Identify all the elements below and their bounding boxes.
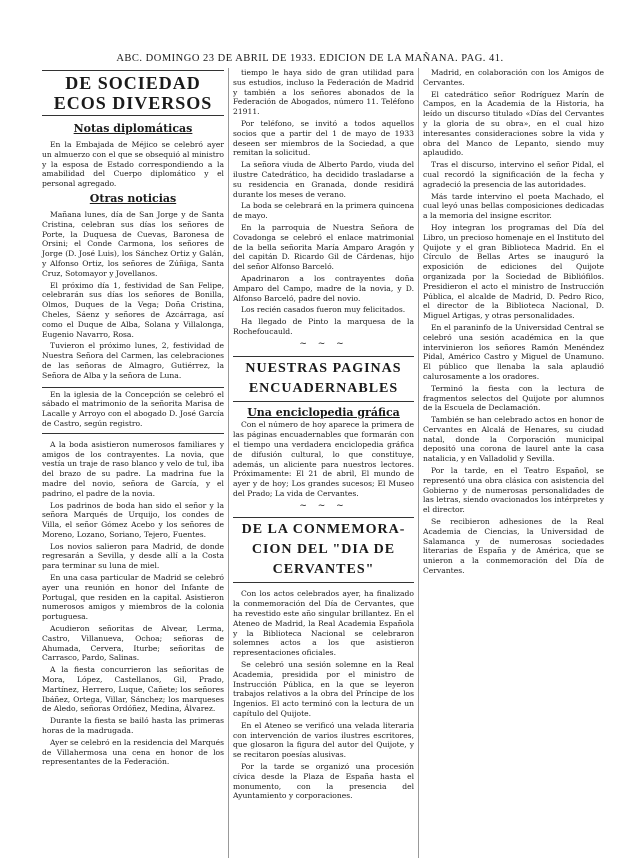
- ornament-divider: ~ ~ ~: [299, 338, 348, 349]
- boxed-note: [42, 387, 224, 434]
- paragraph: tiempo le haya sido de gran utilidad para sus estudios, incluso la Federación de Madrid y también a los señores abonados de la Federación de Abogados, número 11. Teléfono 21911.: [233, 68, 414, 117]
- heading-enciclopedia: Una enciclopedia gráfica: [247, 405, 400, 419]
- paragraph: Hoy integran los programas del Día del Libro, un precioso homenaje en el Instituto del Quijote y el gran Biblioteca Madrid. En el Círculo de Bellas Artes se inauguró la exposición de ediciones del Quijote organizada por la Sociedad de Bibliófilos. Presidieron el acto el ministro de Instrucción Pública, el alcalde de Madrid, D. Pedro Rico, el director de la Biblioteca Nacional, D. Miguel Artigas, y otras personalidades.: [423, 222, 604, 321]
- paragraph: Durante la fiesta se bailó hasta las primeras horas de la madrugada.: [42, 716, 224, 736]
- column-3: [418, 68, 608, 858]
- paragraph: Con el número de hoy aparece la primera de las páginas encuadernables que formarán con el tiempo una verdadera enciclopedia gráfica de difusión cultural, lo que constituye, además, un aliciente para nuestros lectores. Próximamente: El 21 de abril, El mundo de ayer y de hoy; Los grandes sucesos; El Museo del Prado; La vida de Cervantes.: [233, 420, 414, 498]
- paragraph: Por teléfono, se invitó a todos aquellos socios que a partir del 1 de mayo de 1933 deseen ser miembros de la Sociedad, a que remitan la solicitud.: [233, 118, 414, 158]
- paragraph: El catedrático señor Rodríguez Marín de Campos, en la Academia de la Historia, ha leído un discurso titulado «Días del Cervantes y la gloria de su obra», en el cual hizo interesantes consideraciones sobre la vida y obra del Manco de Lepanto, siendo muy aplaudido.: [423, 89, 604, 158]
- paragraph: Los recién casados fueron muy felicitados.: [241, 305, 406, 315]
- ornament-divider: ~ ~ ~: [299, 500, 348, 511]
- heading-otras-noticias: Otras noticias: [89, 191, 177, 205]
- paragraph: Tuvieron el próximo lunes, 2, festividad de Nuestra Señora del Carmen, las celebraciones de las señoras de Almagro, Gutiérrez, la Señora de Alba y la señora de Luna.: [42, 341, 224, 380]
- paragraph: Más tarde intervino el poeta Machado, el cual leyó unas bellas composiciones dedicadas a la memoria del insigne escritor.: [423, 191, 604, 221]
- section-title-encuadernables: ENCUADERNABLES: [248, 380, 399, 396]
- paragraph: Se celebró una sesión solemne en la Real Academia, presidida por el ministro de Instrucción Pública, en la que se leyeron trabajos relativos a la obra del Príncipe de los Ingenios. El acto terminó con la lectura de un capítulo del Quijote.: [233, 660, 414, 719]
- paragraph: En la parroquia de Nuestra Señora de Covadonga se celebró el enlace matrimonial de la bella señorita María Amparo Aragón y del capitán D. Ricardo Gil de Cárdenas, hijo del señor Alfonso Barceló.: [233, 222, 414, 272]
- paragraph: Terminó la fiesta con la lectura de fragmentos selectos del Quijote por alumnos de la Escuela de Declamación.: [423, 383, 604, 413]
- page-header: ABC. DOMINGO 23 DE ABRIL DE 1933. EDICION DE LA MAÑANA. PAG. 41.: [116, 53, 504, 64]
- paragraph: Apadrinaron a los contrayentes doña Amparo del Campo, madre de la novia, y D. Alfonso Barceló, padre del novio.: [233, 273, 414, 303]
- paragraph: En el Ateneo se verificó una velada literaria con intervención de varios ilustres escritores, que glosaron la figura del autor del Quijote, y se recitaron poesías alusivas.: [233, 720, 414, 760]
- paragraph: Por la tarde se organizó una procesión cívica desde la Plaza de España hasta el monumento, con la presencia del Ayuntamiento y corporaciones.: [233, 762, 414, 801]
- paragraph: Se recibieron adhesiones de la Real Academia de Ciencias, la Universidad de Salamanca y de numerosas sociedades literarias de España y de América, que se unieron a la conmemoración del Día de Cervantes.: [423, 517, 604, 576]
- paragraph: Tras el discurso, intervino el señor Pidal, el cual recordó la significación de la fecha y agradeció la presencia de las autoridades.: [423, 160, 604, 189]
- paragraph: Con los actos celebrados ayer, ha finalizado la conmemoración del Día de Cervantes, que ha revestido este año singular brillantez. En el Ateneo de Madrid, la Real Academia Española y la Biblioteca Nacional se celebraron solemnes actos a los que asistieron representaciones oficiales.: [233, 589, 414, 658]
- paragraph: La boda se celebrará en la primera quincena de mayo.: [233, 201, 414, 221]
- section-title-conmemoracion-3: CERVANTES": [272, 562, 375, 578]
- paragraph: Ha llegado de Pinto la marquesa de la Rochefoucauld.: [233, 317, 414, 336]
- paragraph: Ayer se celebró en la residencia del Marqués de Villahermosa una cena en honor de los representantes de la Federación.: [42, 737, 224, 767]
- paragraph: El próximo día 1, festividad de San Felipe, celebrarán sus días los señores de Bonilla, Olmos, Duques de la Vega; Doña Cristina, Cheles, Sáenz y señores de Azcárraga, así como el Duque de Alba, Solana y Villalonga, Eugenio Navarro, Rosa.: [42, 280, 224, 339]
- section-title-box: [233, 517, 414, 583]
- paragraph: Acudieron señoritas de Alvear, Lerma, Castro, Villanueva, Ochoa; señoras de Ahumada, Cervera, Iturbe; señoritas de Carrasco, Pardo, Salinas.: [42, 624, 224, 663]
- section-title-conmemoracion-1: DE LA CONMEMORA-: [241, 522, 406, 538]
- paragraph: En el paraninfo de la Universidad Central se celebró una sesión académica en la que intervinieron los señores Ramón Menéndez Pidal, Américo Castro y Miguel de Unamuno. El público que llenaba la sala aplaudió calurosamente a los oradores.: [423, 322, 604, 381]
- paragraph: En la Embajada de Méjico se celebró ayer un almuerzo con el que se obsequió al ministro y la esposa de Estado correspondiendo a la amabilidad del Cuerpo diplomático y el personal agregado.: [42, 140, 224, 189]
- section-title-ecos: ECOS DIVERSOS: [53, 93, 213, 113]
- column-2: [228, 68, 418, 858]
- section-title-box: [42, 70, 224, 116]
- heading-notas-diplomaticas: Notas diplomáticas: [73, 122, 193, 135]
- paragraph: En la iglesia de la Concepción se celebró el sábado el matrimonio de la señorita Marisa de Lacalle y Arroyo con el abogado D. José García de Castro, según registro.: [42, 389, 224, 428]
- paragraph: Madrid, en colaboración con los Amigos de Cervantes.: [423, 68, 604, 87]
- paragraph: La señora viuda de Alberto Pardo, viuda del ilustre Catedrático, ha decidido trasladarse a su residencia en Granada, donde residirá durante los meses de verano.: [233, 160, 414, 199]
- paragraph: Por la tarde, en el Teatro Español, se representó una obra clásica con asistencia del Gobierno y de numerosas personalidades de las letras, siendo ovacionados los intérpretes y el director.: [423, 466, 604, 515]
- paragraph: En una casa particular de Madrid se celebró ayer una reunión en honor del Infante de Portugal, que residen en la capital. Asistieron numerosos amigos y miembros de la colonia portuguesa.: [42, 573, 224, 622]
- paragraph: A la fiesta concurrieron las señoritas de Mora, López, Castellanos, Gil, Prado, Martínez, Herrero, Luque, Cañete; los señores Ibáñez, Ortega, Villar, Sánchez; los marqueses de Aledo, señoras Ordóñez, Medina, Álvarez.: [42, 665, 224, 714]
- section-title-box: [233, 356, 414, 402]
- section-title-sociedad: DE SOCIEDAD: [65, 73, 201, 93]
- section-title-nuestras: NUESTRAS PAGINAS: [245, 360, 402, 376]
- paragraph: Mañana lunes, día de San Jorge y de Santa Cristina, celebran sus días los señores de Porte, la Duquesa de Cuevas, Baronesa de Orsini; el Conde Carmona, los señores de Jorge (D. José Luis), los Sánchez Ortiz y Galán, y Alfonso Ortiz, los señores de Zúñiga, Santa Cruz, Sotomayor y Jovellanos.: [42, 209, 224, 278]
- paragraph: Los novios salieron para Madrid, de donde regresarán a Sevilla, y desde allí a la Costa para terminar su luna de miel.: [42, 541, 224, 571]
- paragraph: Los padrinos de boda han sido el señor y la señora Marqués de Urquijo, los condes de Villa, el señor Gómez Acebo y los señores de Moreno, Lozano, Soriano, Tejero, Fuentes.: [42, 500, 224, 539]
- paragraph: También se han celebrado actos en honor de Cervantes en Alcalá de Henares, su ciudad natal, donde la Corporación municipal depositó una corona de laurel ante la casa natalicia, y en Valladolid y Sevilla.: [423, 415, 604, 464]
- paragraph: A la boda asistieron numerosos familiares y amigos de los contrayentes. La novia, que vestía un traje de raso blanco y velo de tul, iba del brazo de su padre. La madrina fue la madre del novio, señora de García, y el padrino, el padre de la novia.: [42, 439, 224, 498]
- section-title-conmemoracion-2: CION DEL "DIA DE: [251, 542, 396, 558]
- column-1: [38, 68, 228, 858]
- newspaper-page: [38, 68, 620, 858]
